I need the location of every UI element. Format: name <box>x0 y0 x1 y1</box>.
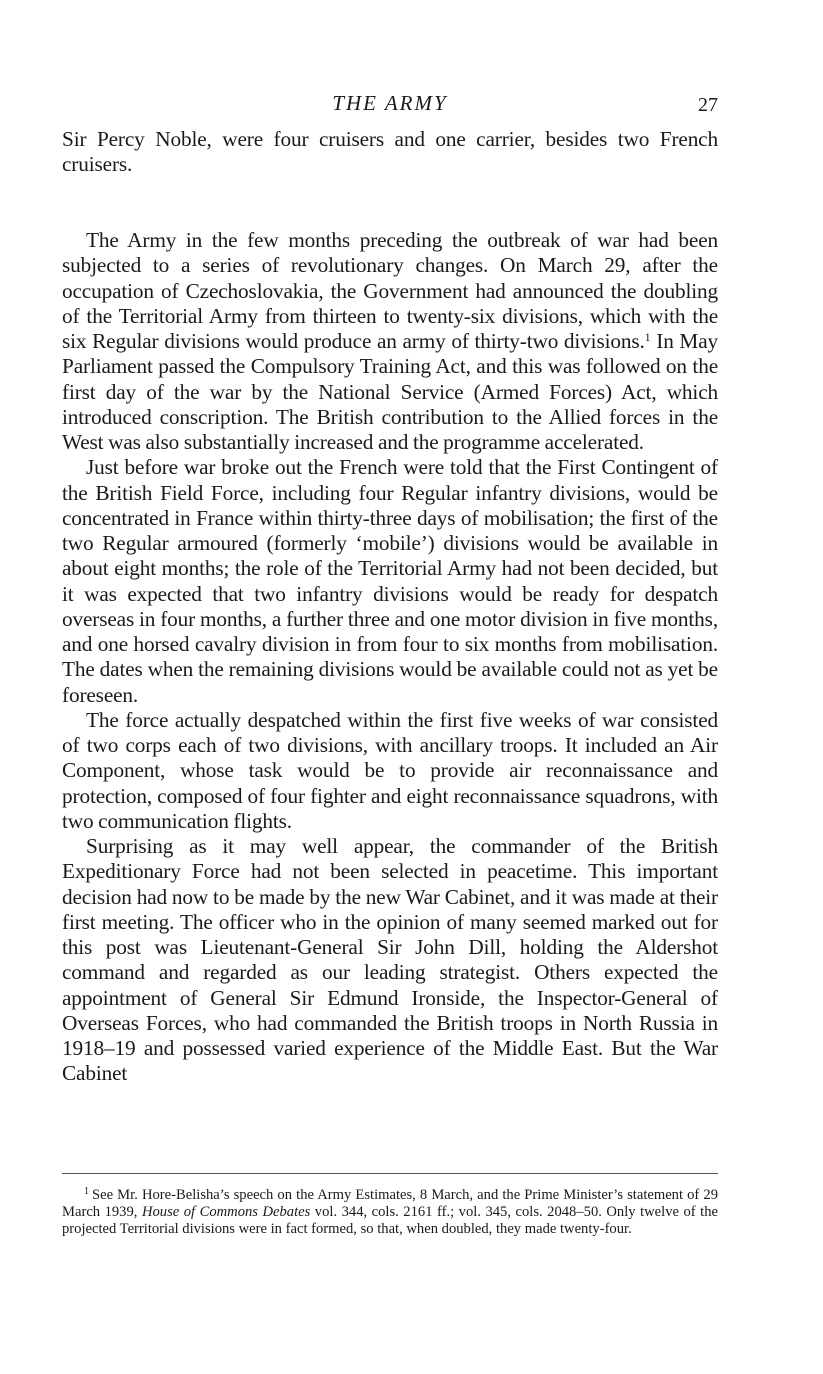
paragraph-text: In May Parliament passed the Compulsory Training Act, and this was followed on the first day of the war by the National Service (Armed Forces) Act, which introduced conscription. The British contribution to the Allied forces in the West was also substantially increased and the programme accelerated. <box>62 329 718 454</box>
carryover-paragraph: Sir Percy Noble, were four cruisers and one carrier, besides two French cruisers. <box>62 127 718 177</box>
paragraph-commander-selection: Surprising as it may well appear, the commander of the British Expeditionary Force had not been selected in peacetime. This important decision had now to be made by the new War Cabinet, and it was made at their first meeting. The officer who in the opinion of many seemed marked out for this post was Lieutenant-General Sir John Dill, holding the Aldershot command and regarded as our leading strategist. Others expected the appointment of General Sir Edmund Ironside, the Inspector-General of Overseas Forces, who had commanded the British troops in North Russia in 1918–19 and possessed varied experience of the Middle East. But the War Cabinet <box>62 834 718 1086</box>
paragraph-force-despatched: The force actually despatched within the first five weeks of war consisted of two corps each of two divisions, with ancillary troops. It included an Air Component, whose task would be to provide air reconnaissance and protection, composed of four fighter and eight reconnaissance squadrons, with two communication flights. <box>62 707 718 833</box>
footnote-divider <box>62 1173 718 1174</box>
paragraph-french-told: Just before war broke out the French were told that the First Contingent of the British Field Force, including four Regular infantry divisions, would be concentrated in France within thirty-three days of mobilisation; the first of the two Regular armoured (formerly ‘mobile’) divisions would be available in about eight months; the role of the Territorial Army had not been decided, but it was expected that two infantry divisions would be ready for despatch overseas in four months, a further three and one motor division in five months, and one horsed cavalry division in from four to six months from mobilisation. The dates when the remaining divisions would be available could not as yet be foreseen. <box>62 455 718 707</box>
carryover-paragraph-block <box>62 127 718 178</box>
paragraph-army-changes <box>62 228 718 455</box>
footnote-reference[interactable]: 1 <box>644 330 651 344</box>
footnote-text: vol. 344, cols. 2161 ff.; vol. 345, cols. 2048–50. Only twelve of the projected Territorial divisions were in fact formed, so that, when doubled, they made twenty-four. <box>62 1204 718 1237</box>
footnote-marker: 1 <box>84 1186 89 1197</box>
main-text <box>62 228 718 1087</box>
footnote <box>62 1187 718 1238</box>
running-head <box>62 90 718 116</box>
footnote-citation-title: House of Commons Debates <box>141 1204 311 1220</box>
footnote-text: See Mr. Hore-Belisha’s speech on the Army Estimates, 8 March, and the Prime Minister’s statement of 29 March 1939, <box>62 1187 718 1220</box>
page-number: 27 <box>698 94 718 116</box>
paragraph-text: The Army in the few months preceding the outbreak of war had been subjected to a series of revolutionary changes. On March 29, after the occupation of Czechoslovakia, the Government had announced the doubling of the Territorial Army from thirteen to twenty-six divisions, which with the six Regular divisions would produce an army of thirty-two divisions. <box>62 228 718 353</box>
running-title: THE ARMY <box>332 91 448 115</box>
